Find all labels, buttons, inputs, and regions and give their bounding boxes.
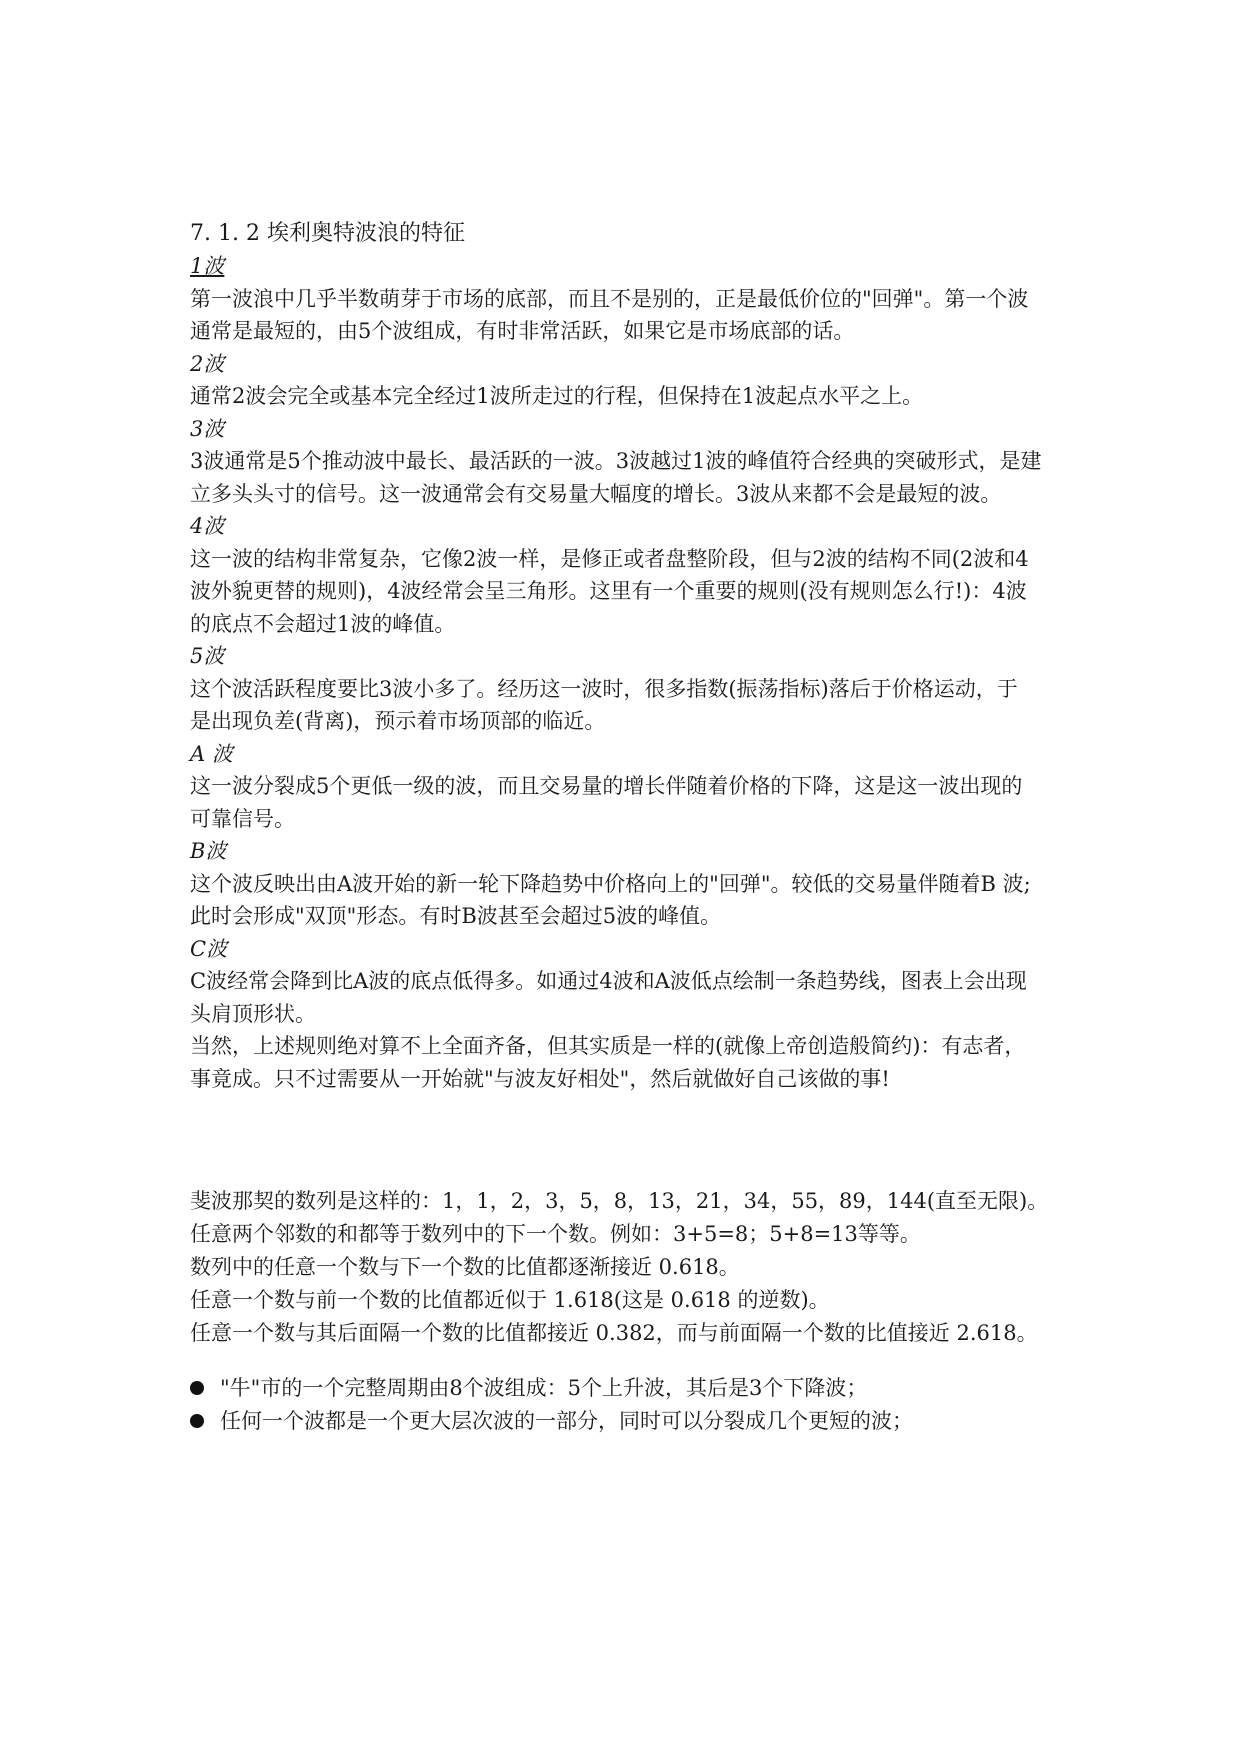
fibonacci-line: 数列中的任意一个数与下一个数的比值都逐渐接近 0.618。 — [190, 1255, 740, 1279]
wave-2 — [190, 348, 1070, 413]
wave-label: 5波 — [190, 644, 225, 668]
conclusion-text: 事竟成。只不过需要从一开始就"与波友好相处"，然后就做好自己该做的事! — [190, 1066, 890, 1091]
wave-label: B波 — [190, 839, 227, 863]
wave-label: 4波 — [190, 514, 225, 538]
fibonacci-line: 任意一个数与其后面隔一个数的比值都接近 0.382，而与前面隔一个数的比值接近 2.618。 — [190, 1321, 1038, 1345]
wave-text: 的底点不会超过1波的峰值。 — [190, 611, 456, 636]
fibonacci-line: 任意一个数与前一个数的比值都近似于 1.618(这是 0.618 的逆数)。 — [190, 1288, 830, 1312]
wave-text: 这一波分裂成5个更低一级的波，而且交易量的增长伴随着价格的下降，这是这一波出现的 — [190, 774, 1023, 798]
wave-text: 此时会形成"双顶"形态。有时B波甚至会超过5波的峰值。 — [190, 904, 722, 928]
conclusion-text: 当然，上述规则绝对算不上全面齐备，但其实质是一样的(就像上帝创造般简约)：有志者， — [190, 1034, 1026, 1058]
wave-text: 头肩顶形状。 — [190, 1001, 316, 1026]
wave-text: 这个波活跃程度要比3波小多了。经历这一波时，很多指数(振荡指标)落后于价格运动，于 — [190, 676, 1018, 701]
fibonacci-line: 任意两个邻数的和都等于数列中的下一个数。例如：3+5=8；5+8=13等等。 — [190, 1222, 921, 1246]
wave-label: 3波 — [190, 416, 225, 441]
wave-4 — [190, 510, 1070, 640]
wave-1 — [190, 250, 1070, 348]
wave-text: 3波通常是5个推动波中最长、最活跃的一波。3波越过1波的峰值符合经典的突破形式，是建 — [190, 449, 1042, 473]
wave-a — [190, 738, 1070, 836]
wave-c — [190, 933, 1070, 1031]
wave-label: 1波 — [190, 254, 225, 278]
wave-text: 波外貌更替的规则)，4波经常会呈三角形。这里有一个重要的规则(没有规则怎么行!)：4波 — [190, 579, 1027, 603]
spacer — [190, 1350, 1070, 1372]
fibonacci-section — [190, 1185, 1070, 1350]
wave-text: 这一波的结构非常复杂，它像2波一样，是修正或者盘整阶段，但与2波的结构不同(2波和4 — [190, 546, 1029, 571]
document-page — [190, 218, 1070, 1437]
wave-3 — [190, 413, 1070, 511]
wave-text: 可靠信号。 — [190, 806, 295, 831]
wave-label: C波 — [190, 936, 228, 961]
spacer — [190, 1095, 1070, 1185]
wave-label: 2波 — [190, 351, 225, 376]
bullet-list — [190, 1372, 1070, 1437]
section-title: 7. 1. 2 埃利奥特波浪的特征 — [190, 221, 465, 246]
bullet-text: 任何一个波都是一个更大层次波的一部分，同时可以分裂成几个更短的波； — [220, 1408, 913, 1433]
wave-5 — [190, 640, 1070, 738]
conclusion — [190, 1030, 1070, 1095]
wave-text: 这个波反映出由A波开始的新一轮下降趋势中价格向上的"回弹"。较低的交易量伴随着B 波; — [190, 871, 1031, 896]
wave-text: 是出现负差(背离)，预示着市场顶部的临近。 — [190, 709, 606, 733]
bullet-text: "牛"市的一个完整周期由8个波组成：5个上升波，其后是3个下降波； — [220, 1376, 868, 1400]
wave-text: 第一波浪中几乎半数萌芽于市场的底部，而且不是别的，正是最低价位的"回弹"。第一个波 — [190, 286, 1029, 311]
bullet-icon — [190, 1381, 204, 1395]
wave-b — [190, 835, 1070, 933]
wave-text: 通常是最短的，由5个波组成，有时非常活跃，如果它是市场底部的话。 — [190, 319, 855, 343]
wave-text: C波经常会降到比A波的底点低得多。如通过4波和A波低点绘制一条趋势线，图表上会出现 — [190, 969, 1027, 993]
fibonacci-line: 斐波那契的数列是这样的：1，1，2，3，5，8，13，21，34，55，89，144(直至无限)。 — [190, 1189, 1049, 1213]
wave-text: 通常2波会完全或基本完全经过1波所走过的行程，但保持在1波起点水平之上。 — [190, 384, 924, 408]
bullet-icon — [190, 1414, 204, 1428]
bullet-item — [190, 1405, 1070, 1438]
bullet-item — [190, 1372, 1070, 1405]
wave-text: 立多头头寸的信号。这一波通常会有交易量大幅度的增长。3波从来都不会是最短的波。 — [190, 481, 1002, 506]
wave-label: A 波 — [190, 741, 233, 766]
